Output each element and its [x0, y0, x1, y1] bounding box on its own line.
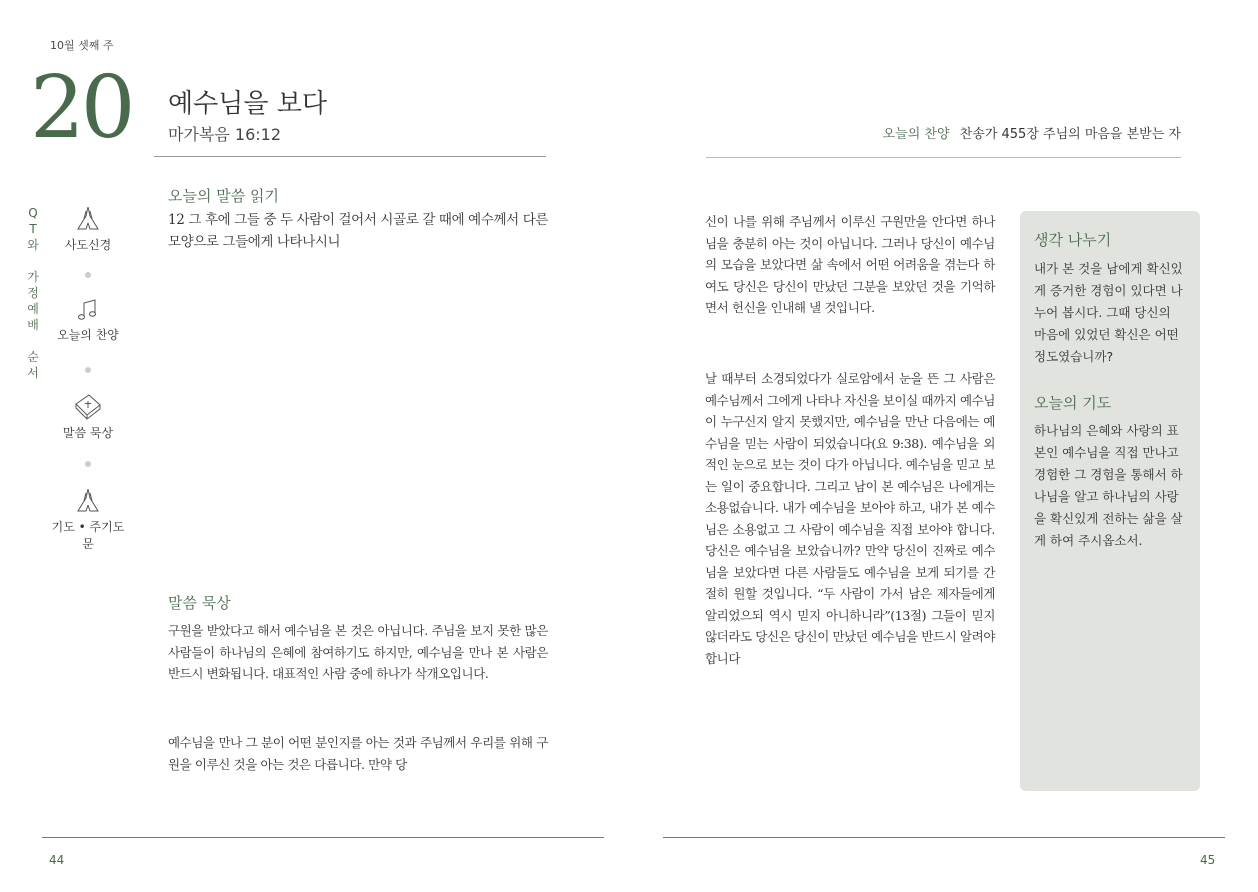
step-label: 기도 • 주기도문 — [51, 520, 125, 551]
header-divider-left — [154, 156, 546, 157]
vertical-char: 가 — [27, 270, 39, 284]
reading-text: 12 그 후에 그들 중 두 사람이 걸어서 시골로 갈 때에 예수께서 다른 모양으로 그들에게 나타나시니 — [168, 212, 548, 250]
meditation-heading: 말씀 묵상 — [168, 594, 231, 612]
share-thoughts-paragraph: 내가 본 것을 남에게 확신있게 증거한 경험이 있다면 나누어 봅시다. 그때 당신의 마음에 있었던 확신은 어떤 정도였습니까? — [1034, 261, 1183, 364]
vertical-gap — [26, 253, 40, 269]
todays-prayer-heading: 오늘의 기도 — [1034, 394, 1112, 412]
footer-rule-left — [42, 837, 604, 838]
page-number-left: 44 — [49, 853, 65, 867]
meditation-paragraph: 날 때부터 소경되었다가 실로암에서 눈을 뜬 그 사람은 예수님께서 그에게 나타나 자신을 보이실 때까지 예수님이 누구신지 알지 못했지만, 예수님을 만난 다음에는 예수님을 믿는 사람이 되었습니다(요 9:38). 예수님을 외적인 눈으로 보는 것이 다가 아닙니다. 예수님을 믿고 보는 일이 중요합니다. 그리고 남이 본 예수님은 나에게는 소용없습니다. 내가 예수님을 보아야 하고, 내가 본 예수님은 소용없고 그 사람이 예수님을 직접 보아야 합니다. 당신은 예수님을 보았습니까? 만약 당신이 진짜로 예수님을 보았다면 다른 사람들도 예수님을 보게 되기를 간절히 원할 것입니다. “두 사람이 가서 남은 제자들에게 알리었으되 역시 믿지 아니하니라”(13절) 그들이 믿지 않더라도 당신은 당신이 만났던 예수님을 반드시 알려야 합니다 — [705, 371, 995, 666]
day-number: 20 — [30, 58, 132, 158]
step-todays-hymn — [48, 298, 128, 343]
week-label: 10월 셋째 주 — [50, 39, 114, 52]
vertical-title — [26, 205, 40, 381]
step-separator-dot — [85, 367, 91, 373]
step-apostles-creed — [48, 204, 128, 253]
vertical-char: 배 — [27, 318, 39, 332]
scripture-reference: 마가복음 16:12 — [168, 125, 282, 144]
vertical-char: 와 — [27, 238, 39, 252]
bible-icon — [72, 392, 104, 420]
praying-hands-icon — [73, 204, 103, 232]
todays-prayer-text — [1034, 420, 1186, 552]
step-separator-dot — [85, 461, 91, 467]
footer-rule-right — [663, 837, 1225, 838]
hymn-text: 찬송가 455장 주님의 마음을 본받는 자 — [959, 127, 1181, 142]
vertical-char: 서 — [27, 366, 39, 380]
vertical-gap — [26, 333, 40, 349]
vertical-char: 정 — [27, 286, 39, 300]
step-label: 오늘의 찬양 — [57, 328, 119, 342]
music-note-icon — [75, 298, 101, 322]
meditation-paragraph: 예수님을 만나 그 분이 어떤 분인지를 아는 것과 주님께서 우리를 위해 구원을 이루신 것을 아는 것은 다릅니다. 만약 당 — [168, 735, 548, 772]
vertical-char: 순 — [27, 350, 39, 364]
share-thoughts-heading: 생각 나누기 — [1034, 231, 1112, 249]
step-prayer — [48, 486, 128, 552]
vertical-char: 예 — [27, 302, 39, 316]
todays-hymn — [706, 123, 1181, 142]
page-number-right: 45 — [1200, 853, 1216, 867]
step-separator-dot — [85, 272, 91, 278]
hymn-label: 오늘의 찬양 — [882, 127, 950, 142]
meditation-paragraph: 구원을 받았다고 해서 예수님을 본 것은 아닙니다. 주님을 보지 못한 많은 사람들이 하나님의 은혜에 참여하기도 하지만, 예수님을 만나 본 사람은 반드시 변화됩니다. 대표적인 사람 중에 하나가 삭개오입니다. — [168, 623, 548, 681]
header-divider-right — [706, 157, 1181, 158]
step-label: 말씀 묵상 — [62, 426, 114, 440]
meditation-paragraph: 신이 나를 위해 주님께서 이루신 구원만을 안다면 하나님을 충분히 아는 것이 아닙니다. 그러나 당신이 예수님의 모습을 보았다면 삶 속에서 어떤 어려움을 겪는다 하여도 당신은 당신이 만났던 그분을 보았던 것을 기억하면서 헌신을 인내해 낼 것입니다. — [705, 214, 995, 315]
page-title: 예수님을 보다 — [168, 89, 327, 119]
todays-prayer-paragraph: 하나님의 은혜와 사랑의 표본인 예수님을 직접 만나고 경험한 그 경험을 통해서 하나님을 알고 하나님의 사랑을 확신있게 전하는 삶을 살게 하여 주시옵소서. — [1034, 423, 1183, 548]
reading-heading: 오늘의 말씀 읽기 — [168, 187, 279, 205]
vertical-char: Q — [28, 206, 38, 220]
step-word-meditation — [48, 392, 128, 441]
step-label: 사도신경 — [64, 238, 112, 252]
vertical-char: T — [29, 222, 37, 236]
praying-hands-icon — [73, 486, 103, 514]
share-thoughts-text — [1034, 258, 1186, 368]
